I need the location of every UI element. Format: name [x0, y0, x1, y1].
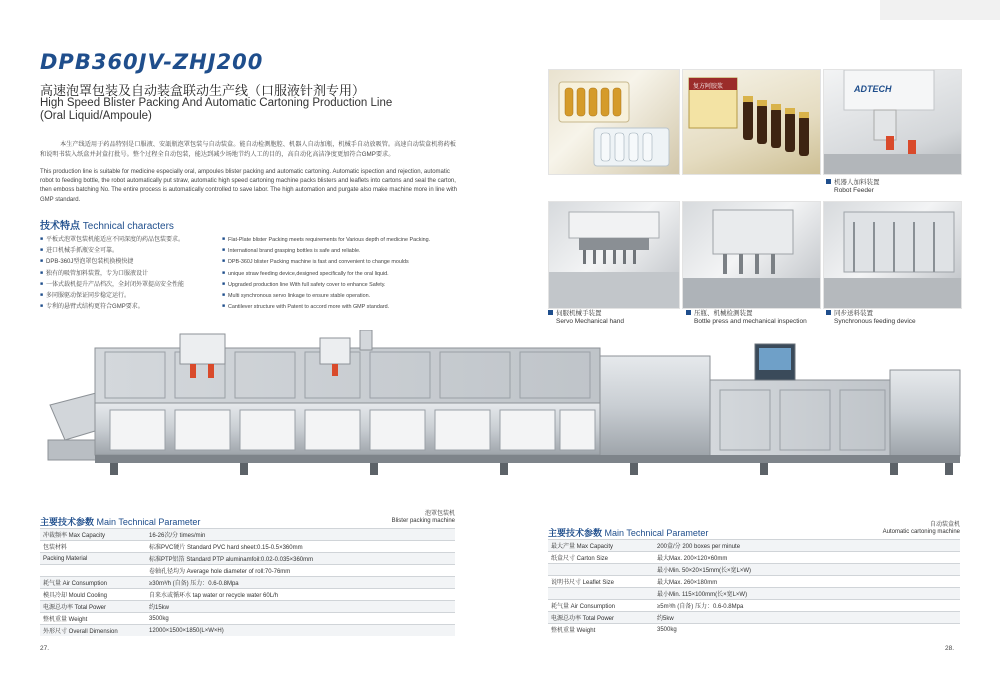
blister-param-table: [40, 528, 455, 636]
feature-cn: ■ 专利的悬臂式结构更符合GMP要求。: [40, 301, 220, 312]
caption-servo: [548, 310, 624, 326]
param-value: 标准PVC硬片 Standard PVC hard sheet:0.15-0.5×360mm: [146, 541, 455, 553]
caption-cn: 伺服机械手装置: [556, 310, 602, 317]
feature-cn: ■ 多同服驱动保证同步稳定运行。: [40, 290, 220, 301]
feature-en: ■ unique straw feeding device,designed specifically for the oral liquid.: [222, 268, 472, 279]
param-value: ≥30m³/h (自备) 压力：0.6-0.8Mpa: [146, 577, 455, 589]
feature-cn: ■ 一体式载机提升产品档次，全封闭外罩提高安全性能: [40, 279, 220, 290]
carton-heading-cn: 主要技术参数: [548, 528, 603, 538]
carton-machine-en: Automatic cartoning machine: [882, 529, 960, 535]
param-value: 最大Max. 200×120×60mm: [654, 552, 960, 564]
photo-oral-liquid-box: [682, 69, 821, 175]
feature-cn: ■ DPB-360J型泡罩包装机换模快捷: [40, 256, 220, 267]
param-key: 冲裁频率 Max Capacity: [40, 529, 146, 541]
param-key: [548, 588, 654, 600]
tech-heading-en: Technical characters: [82, 221, 174, 232]
param-value: 3500kg: [654, 624, 960, 636]
adtech-logo: ADTECH: [854, 84, 892, 94]
param-value: 最小Min. 50×20×15mm(长×宽L×W): [654, 564, 960, 576]
caption-cn: 机器人加料装置: [834, 179, 880, 186]
carton-machine-label: [840, 522, 960, 536]
param-key: 电源总功率 Total Power: [40, 601, 146, 613]
param-value: 卷轴孔径均为 Average hole diameter of roll:70-76mm: [146, 565, 455, 577]
feature-cn: ■ 进口机械手抓瓶安全可靠。: [40, 245, 220, 256]
param-value: 200盒/分 200 boxes per minute: [654, 540, 960, 552]
feature-en: ■ Multi synchronous servo linkage to ensure stable operation.: [222, 290, 472, 301]
servo-hand-illustration: [549, 202, 679, 308]
page-number-right: 28.: [945, 645, 955, 652]
photo-sync-feeding: [823, 201, 962, 309]
subtitle-en: [40, 97, 420, 123]
ampoule-blister-illustration: [549, 70, 679, 174]
feature-en: ■ Flat-Plate blister Packing meets requirements for Various depth of medicine Packing.: [222, 234, 472, 245]
param-value: 3500kg: [146, 613, 455, 625]
photo-servo-hand: [548, 201, 680, 309]
feature-en: ■ Cantilever structure with Patent to accord more with GMP standard.: [222, 301, 472, 312]
features-en-list: [222, 234, 472, 312]
page-number-left: 27.: [40, 645, 50, 652]
param-key: 纸盒尺寸 Carton Size: [548, 552, 654, 564]
param-key: [40, 565, 146, 577]
param-key: 整机重量 Weight: [40, 613, 146, 625]
photo-bottle-press: [682, 201, 821, 309]
feature-cn: ■ 独有的吸管加料装置，专为口服液设计: [40, 268, 220, 279]
caption-marker-icon: [686, 310, 691, 315]
subtitle-en-line2: (Oral Liquid/Ampoule): [40, 110, 152, 122]
table-row: [548, 576, 960, 588]
features-cn-list: [40, 234, 220, 312]
param-key: [548, 564, 654, 576]
feature-cn: ■ 平板式泡罩包装机能适应不同深度的药品包装要求。: [40, 234, 220, 245]
table-row: [40, 577, 455, 589]
table-row: [40, 601, 455, 613]
machine-illustration: [40, 330, 970, 490]
caption-marker-icon: [826, 310, 831, 315]
param-key: 耗气量 Air Consumption: [548, 600, 654, 612]
table-row: [40, 589, 455, 601]
param-value: 最大Max. 260×180mm: [654, 576, 960, 588]
blister-heading-en: Main Technical Parameter: [96, 517, 201, 527]
param-value: 标准PTP铝箔 Standard PTP aluminamfoil:0.02-0.035×360mm: [146, 553, 455, 565]
caption-marker-icon: [826, 179, 831, 184]
param-key: 外形尺寸 Overall Dimension: [40, 625, 146, 637]
table-row: [548, 612, 960, 624]
robot-arm-illustration: [824, 70, 961, 174]
sync-feeding-illustration: [824, 202, 961, 308]
feature-en: ■ International brand grasping bottles is safe and reliable.: [222, 245, 472, 256]
param-key: 耗气量 Air Consumption: [40, 577, 146, 589]
caption-marker-icon: [548, 310, 553, 315]
subtitle-en-line1: High Speed Blister Packing And Automatic Cartoning Production Line: [40, 97, 393, 109]
photo-ampoule-blisters: [548, 69, 680, 175]
product-title: DPB360JV-ZHJ200: [40, 50, 264, 74]
feature-en: ■ DPB-360J blister Packing machine is fast and convenient to change moulds: [222, 256, 472, 267]
param-value: 最小Min. 115×100mm(长×宽L×W): [654, 588, 960, 600]
tech-heading: [40, 217, 174, 232]
tech-heading-cn: 技术特点: [40, 221, 80, 232]
table-row: [40, 541, 455, 553]
caption-bottle: [686, 310, 807, 326]
intro-cn: 本生产线适用于药品特别是口服液、安瓿瓶泡罩包装与自动装盒。能自动检测胞腔、机器人自动加瓶，机械手自动放吸管。高速自动装盒机将药板和说明书装入纸盒并封盒打批号。整个过程全自动包装，能达到减少场地节约人工的目的，高自动化高洁净度更加符合GMP要求。: [40, 141, 456, 158]
table-row: [40, 553, 455, 565]
param-key: 说明书尺寸 Leaflet Size: [548, 576, 654, 588]
caption-en: Robot Feeder: [834, 187, 874, 194]
intro-en: This production line is suitable for medicine especially oral, ampoules blister packing and automatic cartoning. Automatic ispection and rejection, automatic robot to feeding bottle, the robot automatically put straw, automatic high speed cartoning machine packs blisters and leaflets into cartons and seal the carton, then emboss batching No. The entire process is automatically controlled to save labor. The high automation and purgate also make machine more in line with GMP standard.: [40, 169, 458, 203]
table-row: [548, 564, 960, 576]
bottle-press-illustration: [683, 202, 820, 308]
carton-param-table: [548, 539, 960, 635]
blister-heading-cn: 主要技术参数: [40, 517, 95, 527]
caption-en: Synchronous feeding device: [834, 318, 916, 325]
param-value: 约5kw: [654, 612, 960, 624]
param-value: 约15kw: [146, 601, 455, 613]
table-row: [40, 565, 455, 577]
box-label: 复方阿胶浆: [693, 84, 724, 90]
caption-sync: [826, 310, 916, 326]
table-row: [548, 624, 960, 636]
param-key: 模具冷却 Mould Cooling: [40, 589, 146, 601]
carton-heading-en: Main Technical Parameter: [604, 528, 709, 538]
blister-table-heading: [40, 515, 200, 528]
caption-cn: 压瓶、机械检测装置: [694, 310, 753, 317]
corner-tab: [880, 0, 1000, 20]
param-key: 电源总功率 Total Power: [548, 612, 654, 624]
param-key: 整机重量 Weight: [548, 624, 654, 636]
blister-machine-label: [340, 511, 455, 525]
table-row: [548, 588, 960, 600]
caption-cn: 同步送料装置: [834, 310, 873, 317]
photo-robot-feeder: [823, 69, 962, 175]
param-value: 自来水或循环水 tap water or recycle water 60L/h: [146, 589, 455, 601]
blister-machine-en: Blister packing machine: [391, 518, 455, 524]
table-row: [548, 540, 960, 552]
production-line-machine: [40, 330, 970, 490]
caption-en: Bottle press and mechanical inspection: [694, 318, 807, 325]
param-key: 包装材料: [40, 541, 146, 553]
param-key: 最大产量 Max Capacity: [548, 540, 654, 552]
param-value: 12000×1500×1850(L×W×H): [146, 625, 455, 637]
carton-machine-cn: 自动装盒机: [929, 522, 960, 528]
table-row: [548, 552, 960, 564]
param-value: ≥5m³/h (自备) 压力：0.6-0.8Mpa: [654, 600, 960, 612]
table-row: [40, 625, 455, 637]
blister-machine-cn: 泡罩包装机: [424, 511, 455, 517]
table-row: [40, 529, 455, 541]
param-value: 16-26次/分 times/min: [146, 529, 455, 541]
feature-en: ■ Upgraded production line With full safety cover to enhance Safety.: [222, 279, 472, 290]
subtitle-cn: 高速泡罩包装及自动装盒联动生产线（口服液针剂专用）: [40, 83, 366, 98]
carton-table-heading: [548, 526, 708, 539]
param-key: Packing Material: [40, 553, 146, 565]
table-row: [548, 600, 960, 612]
caption-en: Servo Mechanical hand: [556, 318, 624, 325]
table-row: [40, 613, 455, 625]
caption-robot-feeder: [826, 179, 880, 195]
